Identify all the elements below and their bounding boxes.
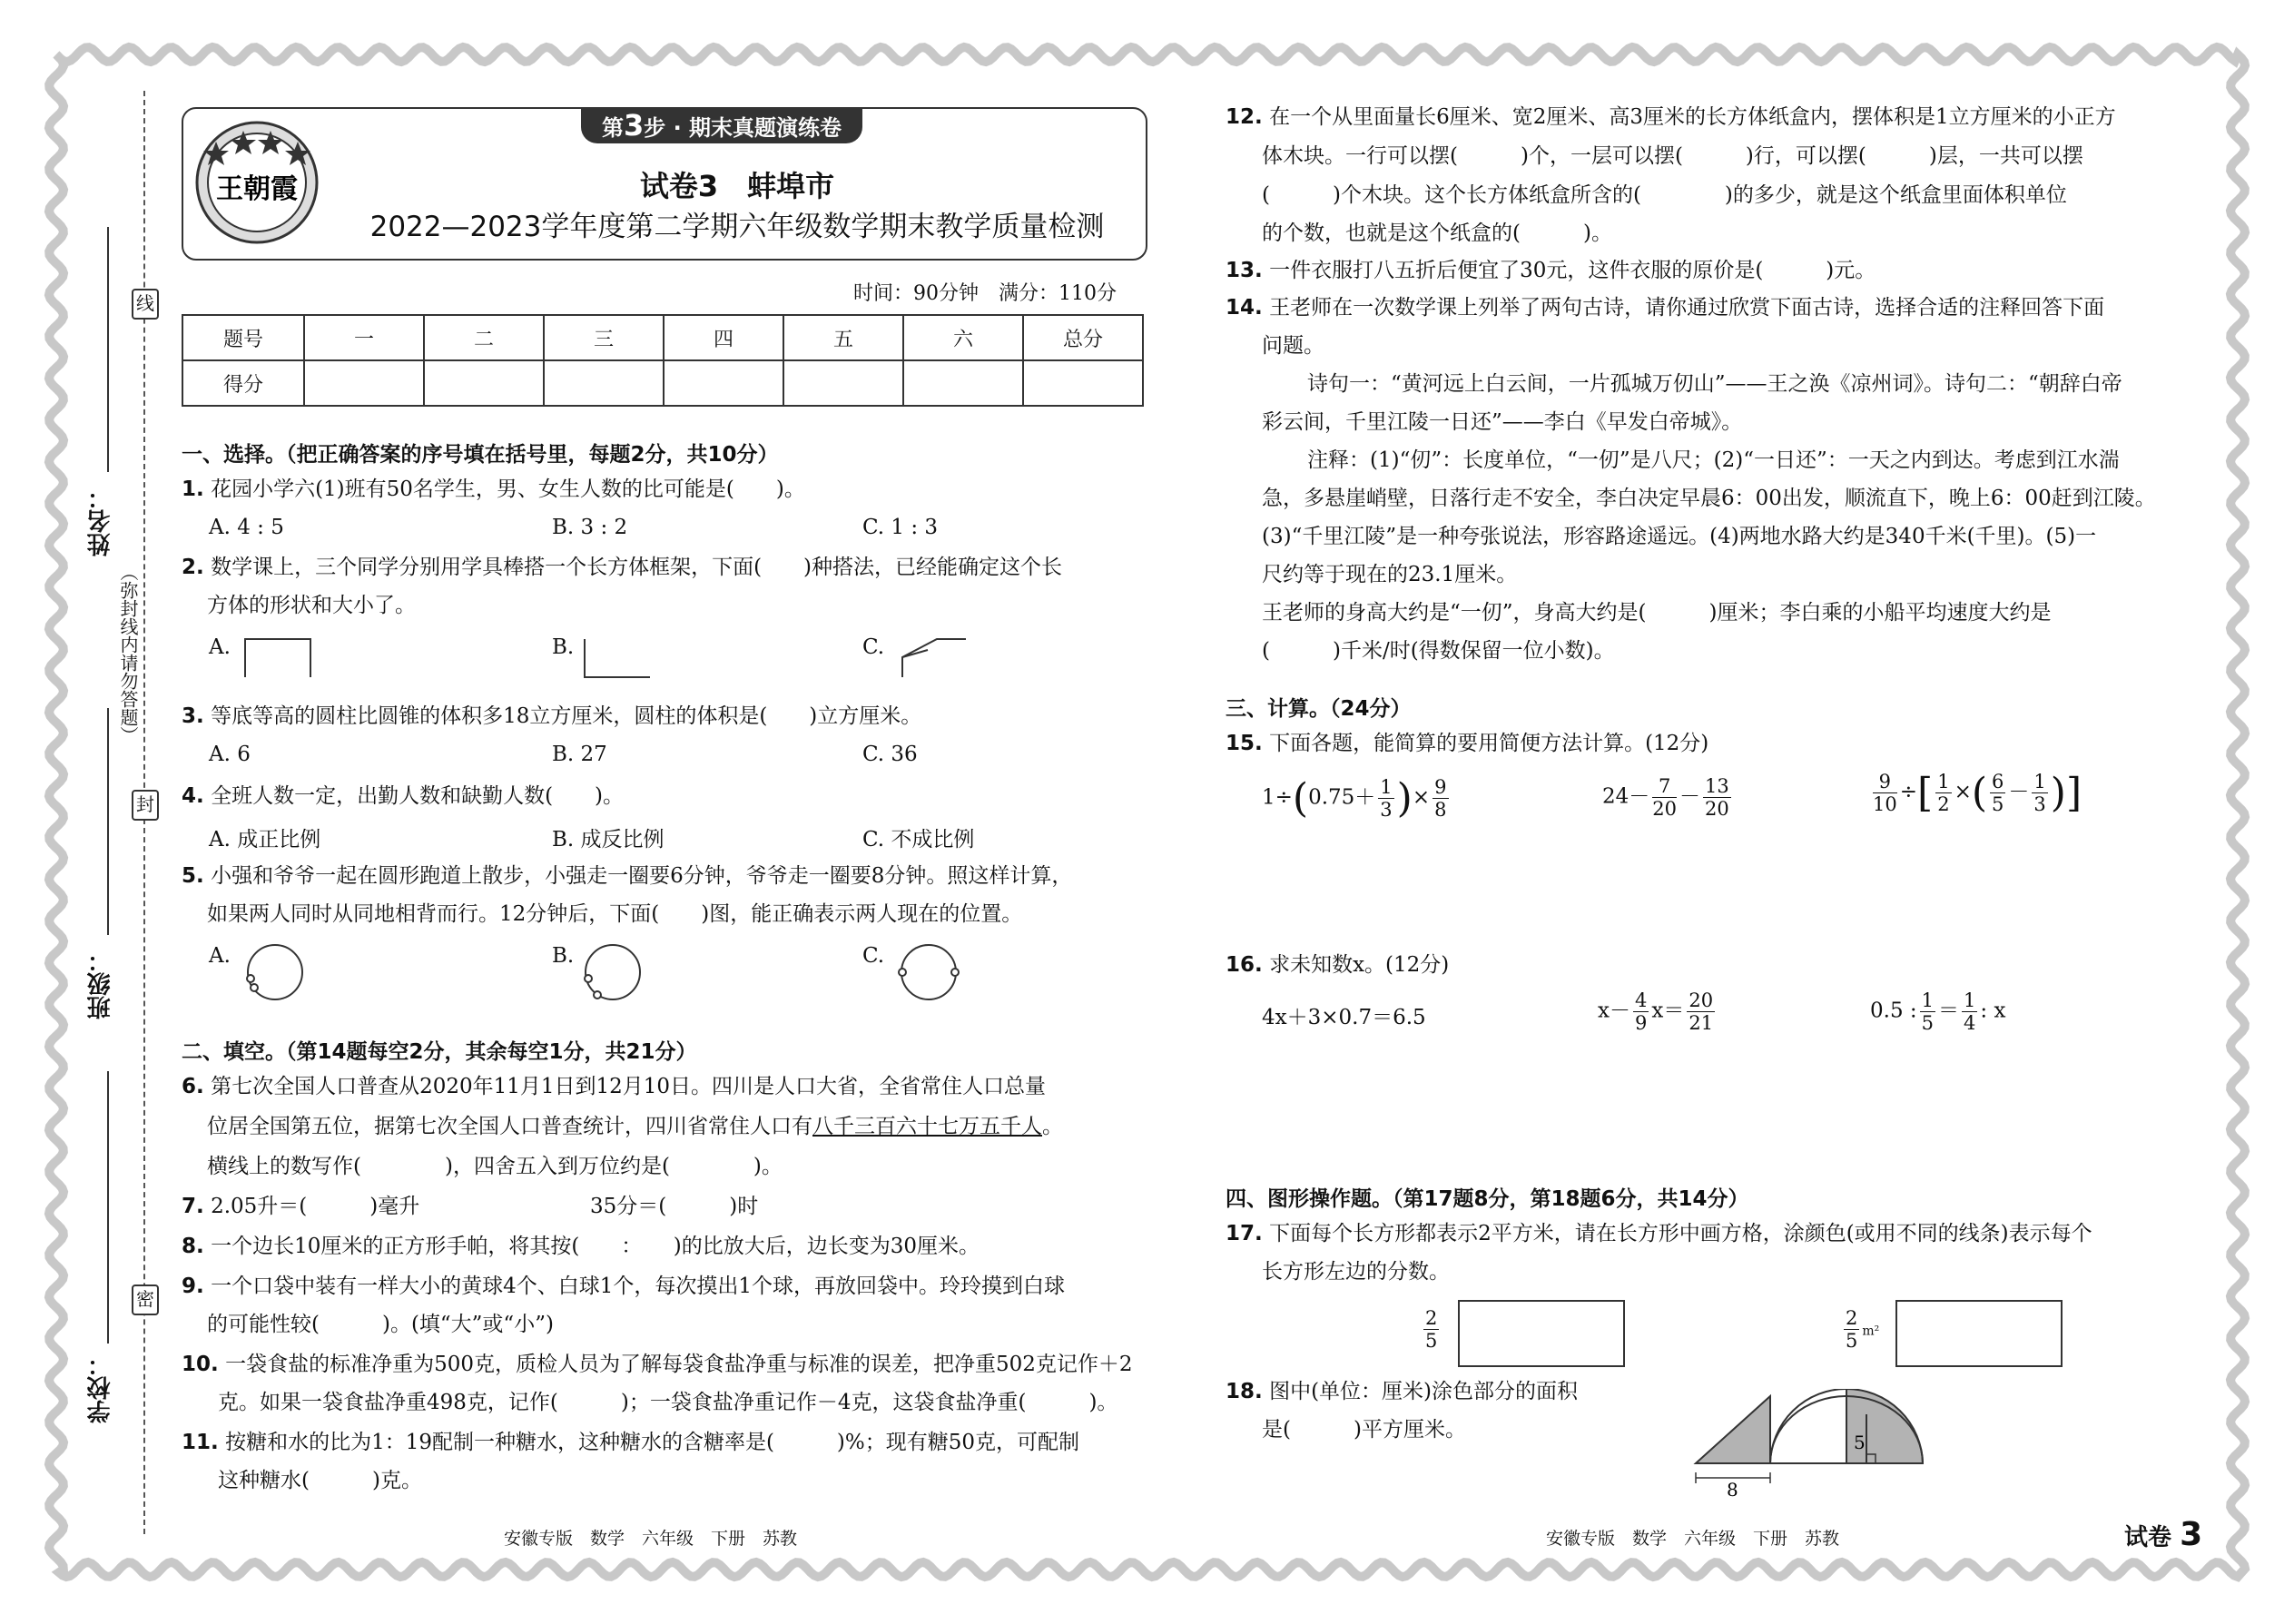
fraction: $\frac{7}{20}$ <box>1652 775 1678 820</box>
question-15: 15. 下面各题，能简算的要用简便方法计算。(12分) <box>1226 732 1709 755</box>
question-5-line2: 如果两人同时从同地相背而行。12分钟后，下面( )图，能正确表示两人现在的位置。 <box>207 902 1023 926</box>
q3-option-b[interactable]: B. 27 <box>552 743 607 766</box>
fraction: $\frac{2}{5}$ <box>1425 1307 1438 1352</box>
q3-option-a[interactable]: A. 6 <box>209 743 251 766</box>
question-2: 2. 数学课上，三个同学分别用学具棒搭一个长方体框架，下面( )种搭法，已经能确定这个长 <box>182 556 1063 579</box>
fraction: $\frac{1}{3}$ <box>2033 771 2046 815</box>
question-16: 16. 求未知数x。(12分) <box>1226 953 1450 977</box>
expression-3: $\frac{9}{10}$ ÷[ $\frac{1}{2}$ ×( $\frac{6}{5}$ － $\frac{1}{3}$ )] <box>1873 770 2082 816</box>
question-14-line6: 急，多悬崖峭壁，日落行走不安全，李白决定早晨6：00出发，顺流直下，晚上6：00赶到江陵。 <box>1262 487 2156 510</box>
q5-option-a[interactable]: A. <box>209 944 231 968</box>
score-cell: 四 <box>664 315 783 360</box>
q1-option-c[interactable]: C. 1 : 3 <box>862 516 939 539</box>
question-14-line2: 问题。 <box>1262 334 1324 358</box>
score-value-row <box>182 360 1143 406</box>
question-17: 17. 下面每个长方形都表示2平方米，请在长方形中画方格，涂颜色(或用不同的线条)表示每个 <box>1226 1222 2092 1245</box>
question-14-line9: 王老师的身高大约是“一仞”，身高大约是( )厘米；李白乘的小船平均速度大约是 <box>1262 601 2052 625</box>
score-cell: 总分 <box>1023 315 1143 360</box>
paper-title: 试卷3 蚌埠市 <box>639 169 835 203</box>
q2-option-a[interactable]: A. <box>209 635 231 659</box>
question-12-line4: 的个数，也就是这个纸盒的( )。 <box>1262 221 1612 245</box>
page-number: 试卷 3 <box>2124 1516 2203 1553</box>
question-10: 10. 一袋食盐的标准净重为500克，质检人员为了解每袋食盐净重与标准的误差，把净重502克记作＋2 <box>182 1353 1133 1376</box>
class-line[interactable] <box>107 708 109 935</box>
score-input[interactable] <box>304 360 424 406</box>
q17-rectangle-right[interactable] <box>1895 1300 2063 1367</box>
question-6-line3: 横线上的数写作( )，四舍五入到万位约是( )。 <box>207 1155 783 1178</box>
fraction: $\frac{4}{9}$ <box>1634 989 1648 1034</box>
fraction: $\frac{1}{5}$ <box>1921 989 1935 1034</box>
q5-option-b[interactable]: B. <box>552 944 575 968</box>
step-tab: 第3步 · 期末真题演练卷 <box>581 107 862 143</box>
section-3-title: 三、计算。（24分） <box>1226 697 1412 721</box>
section-2-title: 二、填空。（第14题每空2分，其余每空1分，共21分） <box>182 1040 697 1064</box>
q4-option-a[interactable]: A. 成正比例 <box>209 828 321 851</box>
name-label: 姓名： <box>87 486 114 556</box>
paper-subtitle: 2022—2023学年度第二学期六年级数学期末教学质量检测 <box>369 211 1105 243</box>
footer-right: 安徽专版 数学 六年级 下册 苏教 <box>1546 1529 1840 1549</box>
svg-text:王朝霞: 王朝霞 <box>216 173 298 205</box>
question-14-line4: 彩云间，千里江陵一日还”——李白《早发白帝城》。 <box>1262 410 1743 434</box>
q2-option-c[interactable]: C. <box>862 635 885 659</box>
svg-text:5: 5 <box>1854 1432 1866 1453</box>
q18-shaded-figure <box>1689 1389 1979 1498</box>
fraction: $\frac{20}{21}$ <box>1689 989 1714 1034</box>
question-18-line2: 是( )平方厘米。 <box>1262 1418 1466 1442</box>
fraction: $\frac{9}{8}$ <box>1434 776 1447 821</box>
score-input[interactable] <box>664 360 783 406</box>
fraction: $\frac{2}{5}$ <box>1846 1307 1858 1352</box>
score-table <box>182 314 1144 407</box>
section-4-title: 四、图形操作题。（第17题8分，第18题6分，共14分） <box>1226 1187 1749 1211</box>
school-label: 学校： <box>87 1353 114 1423</box>
q5-circle-a-figure <box>243 940 307 1004</box>
footer-left: 安徽专版 数学 六年级 下册 苏教 <box>504 1529 798 1549</box>
question-14: 14. 王老师在一次数学课上列举了两句古诗，请你通过欣赏下面古诗，选择合适的注释回答下面 <box>1226 296 2105 320</box>
question-14-line3: 诗句一：“黄河远上白云间，一片孤城万仞山”——王之涣《凉州词》。诗句二：“朝辞白帝 <box>1307 372 2122 396</box>
fraction: $\frac{1}{4}$ <box>1964 989 1976 1034</box>
question-8: 8. 一个边长10厘米的正方形手帕，将其按( ： )的比放大后，边长变为30厘米。 <box>182 1235 980 1258</box>
publisher-logo <box>189 114 325 251</box>
question-2-line2: 方体的形状和大小了。 <box>207 594 416 617</box>
question-1: 1. 花园小学六(1)班有50名学生，男、女生人数的比可能是( )。 <box>182 477 805 501</box>
binding-mark-fold: 封 <box>132 790 159 821</box>
q17-fraction-right: $\frac{2}{5}$ m² <box>1846 1307 1880 1352</box>
question-11: 11. 按糖和水的比为1：19配制一种糖水，这种糖水的含糖率是( )%；现有糖50克，可配制 <box>182 1431 1080 1454</box>
q1-option-a[interactable]: A. 4 : 5 <box>209 516 284 539</box>
class-label: 班级： <box>87 949 114 1019</box>
svg-text:8: 8 <box>1727 1479 1738 1498</box>
paper-header <box>182 107 1147 261</box>
fraction: $\frac{1}{2}$ <box>1937 771 1950 815</box>
q2-frame-c-figure <box>901 637 970 679</box>
binding-mark-line: 线 <box>132 289 159 320</box>
score-cell: 一 <box>304 315 424 360</box>
q4-option-b[interactable]: B. 成反比例 <box>552 828 665 851</box>
question-5: 5. 小强和爷爷一起在圆形跑道上散步，小强走一圈要6分钟，爷爷走一圈要8分钟。照这样计算， <box>182 864 1073 888</box>
question-14-line5: 注释：(1)“仞”：长度单位，“一仞”是八尺；(2)“一日还”：一天之内到达。考虑到江水湍 <box>1307 448 2120 472</box>
score-cell: 得分 <box>182 360 304 406</box>
question-10-line2: 克。如果一袋食盐净重498克，记作( )；一袋食盐净重记作－4克，这袋食盐净重( )。 <box>218 1391 1118 1414</box>
q5-option-c[interactable]: C. <box>862 944 885 968</box>
right-page <box>1153 0 2294 1624</box>
question-4: 4. 全班人数一定，出勤人数和缺勤人数( )。 <box>182 784 625 808</box>
question-14-line8: 尺约等于现在的23.1厘米。 <box>1262 563 1518 586</box>
q17-rectangle-left[interactable] <box>1458 1300 1625 1367</box>
score-input[interactable] <box>903 360 1023 406</box>
equation-1: 4x＋3×0.7＝6.5 <box>1262 1006 1426 1029</box>
score-input[interactable] <box>544 360 664 406</box>
q5-circle-b-figure <box>581 940 645 1004</box>
question-13: 13. 一件衣服打八五折后便宜了30元，这件衣服的原价是( )元。 <box>1226 259 1876 282</box>
question-12-line2: 体木块。一行可以摆( )个，一层可以摆( )行，可以摆( )层，一共可以摆 <box>1262 144 2083 168</box>
binding-mark-seal: 密 <box>132 1284 159 1315</box>
q2-frame-b-figure <box>583 637 652 679</box>
question-17-line2: 长方形左边的分数。 <box>1262 1260 1450 1284</box>
question-12: 12. 在一个从里面量长6厘米、宽2厘米、高3厘米的长方体纸盒内，摆体积是1立方厘米的小正方 <box>1226 105 2116 129</box>
score-input[interactable] <box>1023 360 1143 406</box>
question-9-line2: 的可能性较( )。(填“大”或“小”) <box>207 1313 554 1336</box>
question-11-line2: 这种糖水( )克。 <box>218 1469 422 1492</box>
q4-option-c[interactable]: C. 不成比例 <box>862 828 975 851</box>
score-input[interactable] <box>783 360 903 406</box>
q5-circle-c-figure <box>897 940 960 1004</box>
q3-option-c[interactable]: C. 36 <box>862 743 918 766</box>
question-14-line10: ( )千米/时(得数保留一位小数)。 <box>1262 639 1615 663</box>
equation-2: x－ $\frac{4}{9}$ x＝ $\frac{20}{21}$ <box>1598 989 1714 1034</box>
question-18: 18. 图中(单位：厘米)涂色部分的面积 <box>1226 1380 1579 1403</box>
score-cell: 二 <box>424 315 544 360</box>
equation-3: 0.5 : $\frac{1}{5}$ ＝ $\frac{1}{4}$ : x <box>1870 989 2006 1034</box>
time-info: 时间：90分钟 满分：110分 <box>853 282 1117 305</box>
score-header-row <box>182 315 1143 360</box>
q2-option-b[interactable]: B. <box>552 635 575 659</box>
score-cell: 三 <box>544 315 664 360</box>
fraction: $\frac{9}{10}$ <box>1873 771 1897 815</box>
question-7-part2: 35分＝( )时 <box>590 1195 759 1218</box>
q2-frame-a-figure <box>243 637 312 679</box>
score-input[interactable] <box>424 360 544 406</box>
question-9: 9. 一个口袋中装有一样大小的黄球4个、白球1个，每次摸出1个球，再放回袋中。玲玲摸到白球 <box>182 1275 1065 1298</box>
question-14-line7: (3)“千里江陵”是一种夸张说法，形容路途遥远。(4)两地水路大约是340千米(千里)。(5)一 <box>1262 525 2097 548</box>
score-cell: 题号 <box>182 315 304 360</box>
binding-note: （弥封线内请勿答题） <box>117 563 139 744</box>
q17-fraction-left <box>1421 1307 1442 1352</box>
q1-option-b[interactable]: B. 3 : 2 <box>552 516 628 539</box>
fraction: $\frac{13}{20}$ <box>1705 775 1729 820</box>
name-line[interactable] <box>107 227 109 472</box>
fraction: $\frac{6}{5}$ <box>1992 771 2004 815</box>
score-cell: 五 <box>783 315 903 360</box>
question-6: 6. 第七次全国人口普查从2020年11月1日到12月10日。四川是人口大省，全省常住人口总量 <box>182 1075 1047 1098</box>
question-12-line3: ( )个木块。这个长方体纸盒所含的( )的多少，就是这个纸盒里面体积单位 <box>1262 183 2067 207</box>
expression-1: 1÷(0.75＋ $\frac{1}{3}$ )× $\frac{9}{8}$ <box>1262 775 1447 822</box>
question-3: 3. 等底等高的圆柱比圆锥的体积多18立方厘米，圆柱的体积是( )立方厘米。 <box>182 704 922 728</box>
section-1-title: 一、选择。（把正确答案的序号填在括号里，每题2分，共10分） <box>182 443 779 467</box>
fraction: $\frac{1}{3}$ <box>1380 776 1393 821</box>
expression-2: 24－ $\frac{7}{20}$ － $\frac{13}{20}$ <box>1602 775 1729 820</box>
question-6-line2: 位居全国第五位，据第七次全国人口普查统计，四川省常住人口有八千三百六十七万五千人。 <box>207 1115 1063 1138</box>
school-line[interactable] <box>107 1071 109 1343</box>
score-cell: 六 <box>903 315 1023 360</box>
question-7: 7. 2.05升＝( )毫升 <box>182 1195 420 1218</box>
